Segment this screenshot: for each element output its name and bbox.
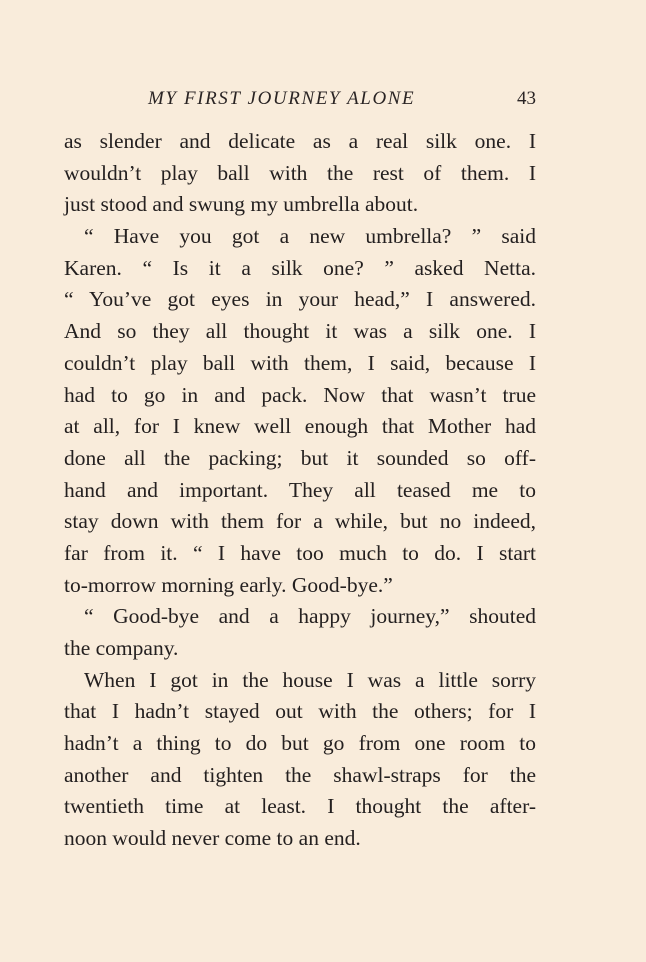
text-line: couldn’t play ball with them, I said, because I [64,350,536,375]
text-line: stay down with them for a while, but no indeed, [64,509,536,534]
text-line: wouldn’t play ball with the rest of them. I [64,160,536,185]
text-line: done all the packing; but it sounded so off- [64,445,536,470]
text-line: to-morrow morning early. Good-bye.” [64,572,393,597]
text-line: as slender and delicate as a real silk one. I [64,129,536,153]
text-line: twentieth time at least. I thought the after- [64,794,536,819]
text-line: And so they all thought it was a silk one. I [64,319,536,344]
text-line: “ Good-bye and a happy journey,” shouted [84,604,536,629]
text-line: hand and important. They all teased me to [64,477,536,502]
running-head [64,88,536,114]
text-line: had to go in and pack. Now that wasn’t true [64,382,536,407]
text-line: “ You’ve got eyes in your head,” I answered. [64,287,536,312]
text-line: far from it. “ I have too much to do. I start [64,540,536,565]
text-line: noon would never come to an end. [64,826,361,851]
running-title: MY FIRST JOURNEY ALONE [148,88,416,109]
text-line: hadn’t a thing to do but go from one room to [64,731,536,756]
text-line: When I got in the house I was a little sorry [84,667,536,692]
text-line: at all, for I knew well enough that Mother had [64,414,536,439]
text-line: Karen. “ Is it a silk one? ” asked Netta. [64,255,536,280]
text-line: the company. [64,636,179,660]
page-number: 43 [517,88,536,109]
text-line: that I hadn’t stayed out with the others; for I [64,699,536,724]
text-line: another and tighten the shawl-straps for the [64,762,536,787]
text-line: “ Have you got a new umbrella? ” said [84,224,536,249]
text-line: just stood and swung my umbrella about. [64,192,419,217]
body-text [64,126,536,855]
